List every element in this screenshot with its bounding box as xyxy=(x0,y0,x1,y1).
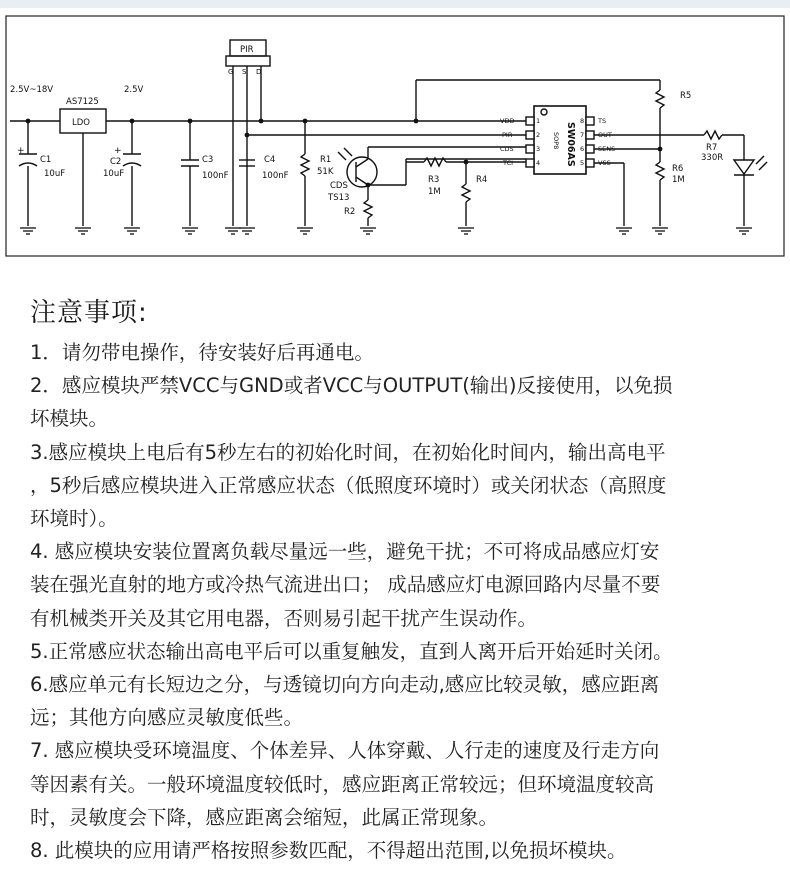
pin-5-num: 5 xyxy=(580,159,585,167)
vin-label: 2.5V~18V xyxy=(10,85,54,95)
gnd-led xyxy=(736,228,752,234)
r6-resistor xyxy=(656,162,664,180)
notes-list xyxy=(30,336,778,867)
pin-3 xyxy=(526,145,534,153)
r1-resistor xyxy=(301,154,309,176)
notes-title: 注意事项: xyxy=(30,298,148,328)
pir-s-label: S xyxy=(242,68,247,76)
note-item-7: 7. 感应模块受环境温度、个体差异、人体穿戴、人行走的速度及行走方向 等因素有关。一般环境温度较低时，感应距离正常较远；但环境温度较高 时，灵敏度会下降，感应距离会缩短，此属正常现象。 xyxy=(30,739,660,829)
pin-2 xyxy=(526,131,534,139)
r5-resistor xyxy=(656,90,664,108)
note-item-6: 6.感应单元有长短边之分，与透镜切向方向走动,感应比较灵敏，感应距离 远；其他方向感应灵敏度低些。 xyxy=(30,673,660,730)
r2-name: R2 xyxy=(344,207,356,217)
r7-name: R7 xyxy=(706,143,718,153)
pin-4-num: 4 xyxy=(536,159,541,167)
c1-plus: + xyxy=(17,146,25,156)
gnd-r2 xyxy=(360,228,376,234)
r4-resistor xyxy=(462,184,470,202)
cds-phototransistor xyxy=(347,157,377,187)
chip-dot xyxy=(541,109,547,115)
pin-vss-label: VSS xyxy=(598,159,611,167)
pin-4 xyxy=(526,159,534,167)
gnd-vss xyxy=(616,228,632,234)
top-band xyxy=(0,0,790,8)
pin-6-num: 6 xyxy=(580,145,585,153)
r6-name: R6 xyxy=(672,164,684,174)
note-item-4: 4. 感应模块安装位置离负载尽量远一些，避免干扰；不可将成品感应灯安 装在强光直射的地方或冷热气流进出口； 成品感应灯电源回路内尽量不要 有机械类开关及其它用电器，否则易引起干扰产生误动作。 xyxy=(30,540,661,630)
pin-vdd-label: VDD xyxy=(500,117,515,125)
note-item-2: 2．感应模块严禁VCC与GND或者VCC与OUTPUT(输出)反接使用，以免损 坏模块。 xyxy=(30,374,673,431)
gnd-pir-g xyxy=(225,228,241,234)
chip-name-label: SW06AS xyxy=(565,122,576,167)
c2-value: 10uF xyxy=(103,169,125,179)
c2-name: C2 xyxy=(110,157,122,167)
schematic-frame xyxy=(6,16,784,256)
r7-resistor xyxy=(704,131,722,139)
pin-ts-label: TS xyxy=(598,117,607,125)
r1-value: 51K xyxy=(317,167,334,177)
pin-pir-label: PIR xyxy=(502,131,513,139)
c2-plate-curved xyxy=(123,163,141,166)
c1-plate-curved xyxy=(19,163,37,166)
r1-name: R1 xyxy=(320,155,332,165)
note-item-3: 3.感应模块上电后有5秒左右的初始化时间，在初始化时间内，输出高电平 ，5秒后感应模块进入正常感应状态（低照度环境时）或关闭状态（高照度 环境时）。 xyxy=(30,440,667,531)
pin-6 xyxy=(586,145,594,153)
pin-cds-label: CDS xyxy=(500,145,514,153)
pin-8-num: 8 xyxy=(580,117,585,125)
c4-name: C4 xyxy=(264,155,276,165)
vout-label: 2.5V xyxy=(124,85,144,95)
r6-value: 1M xyxy=(672,175,685,185)
pin-7 xyxy=(586,131,594,139)
pin-3-num: 3 xyxy=(536,145,541,153)
r7-value: 330R xyxy=(701,153,724,163)
pin-1-num: 1 xyxy=(536,117,541,125)
pin-7-num: 7 xyxy=(580,131,585,139)
circuit-schematic xyxy=(4,14,786,260)
gnd-r6 xyxy=(652,228,668,234)
pin-out-label: OUT xyxy=(598,131,612,139)
schematic-svg xyxy=(4,14,786,260)
pir-d-label: D xyxy=(256,68,262,76)
gnd-c3 xyxy=(182,228,198,234)
c1-value: 10uF xyxy=(44,169,66,179)
c3-value: 100nF xyxy=(202,171,229,181)
pin-tci-label: TCI xyxy=(503,159,514,167)
r3-name: R3 xyxy=(428,175,440,185)
pin-2-num: 2 xyxy=(536,131,541,139)
r5-name: R5 xyxy=(680,91,692,101)
pin-1 xyxy=(526,117,534,125)
ts13-label: TS13 xyxy=(328,193,350,203)
pin-sens-label: SENS xyxy=(598,145,616,153)
gnd-ldo xyxy=(75,228,91,234)
pir-g-label: G xyxy=(228,68,234,76)
note-item-5: 5.正常感应状态输出高电平后可以重复触发，直到人离开后开始延时关闭。 xyxy=(30,639,673,663)
led-diode xyxy=(734,160,754,174)
gnd-r1 xyxy=(297,228,313,234)
r4-name: R4 xyxy=(476,175,488,185)
pin-5 xyxy=(586,159,594,167)
gnd-c1 xyxy=(20,228,36,234)
gnd-c2 xyxy=(124,228,140,234)
ldo-part-label: AS7125 xyxy=(66,97,99,107)
pin-8 xyxy=(586,117,594,125)
pir-label: PIR xyxy=(240,45,254,55)
chip-package-label: SOP8 xyxy=(552,132,560,150)
r3-value: 1M xyxy=(428,187,441,197)
note-item-1: 1．请勿带电操作，待安装好后再通电。 xyxy=(30,341,374,364)
ldo-label: LDO xyxy=(72,118,90,128)
r3-resistor xyxy=(424,158,446,166)
gnd-c4 xyxy=(239,228,255,234)
c1-name: C1 xyxy=(40,155,52,165)
gnd-r4 xyxy=(458,228,474,234)
c3-name: C3 xyxy=(202,155,214,165)
c4-value: 100nF xyxy=(262,171,289,181)
r2-resistor xyxy=(364,200,372,218)
c2-plus: + xyxy=(114,146,122,156)
cds-label: CDS xyxy=(330,181,348,191)
note-item-8: 8. 此模块的应用请严格按照参数匹配，不得超出范围,以免损坏模块。 xyxy=(30,839,627,863)
pir-pins-box xyxy=(226,56,270,66)
